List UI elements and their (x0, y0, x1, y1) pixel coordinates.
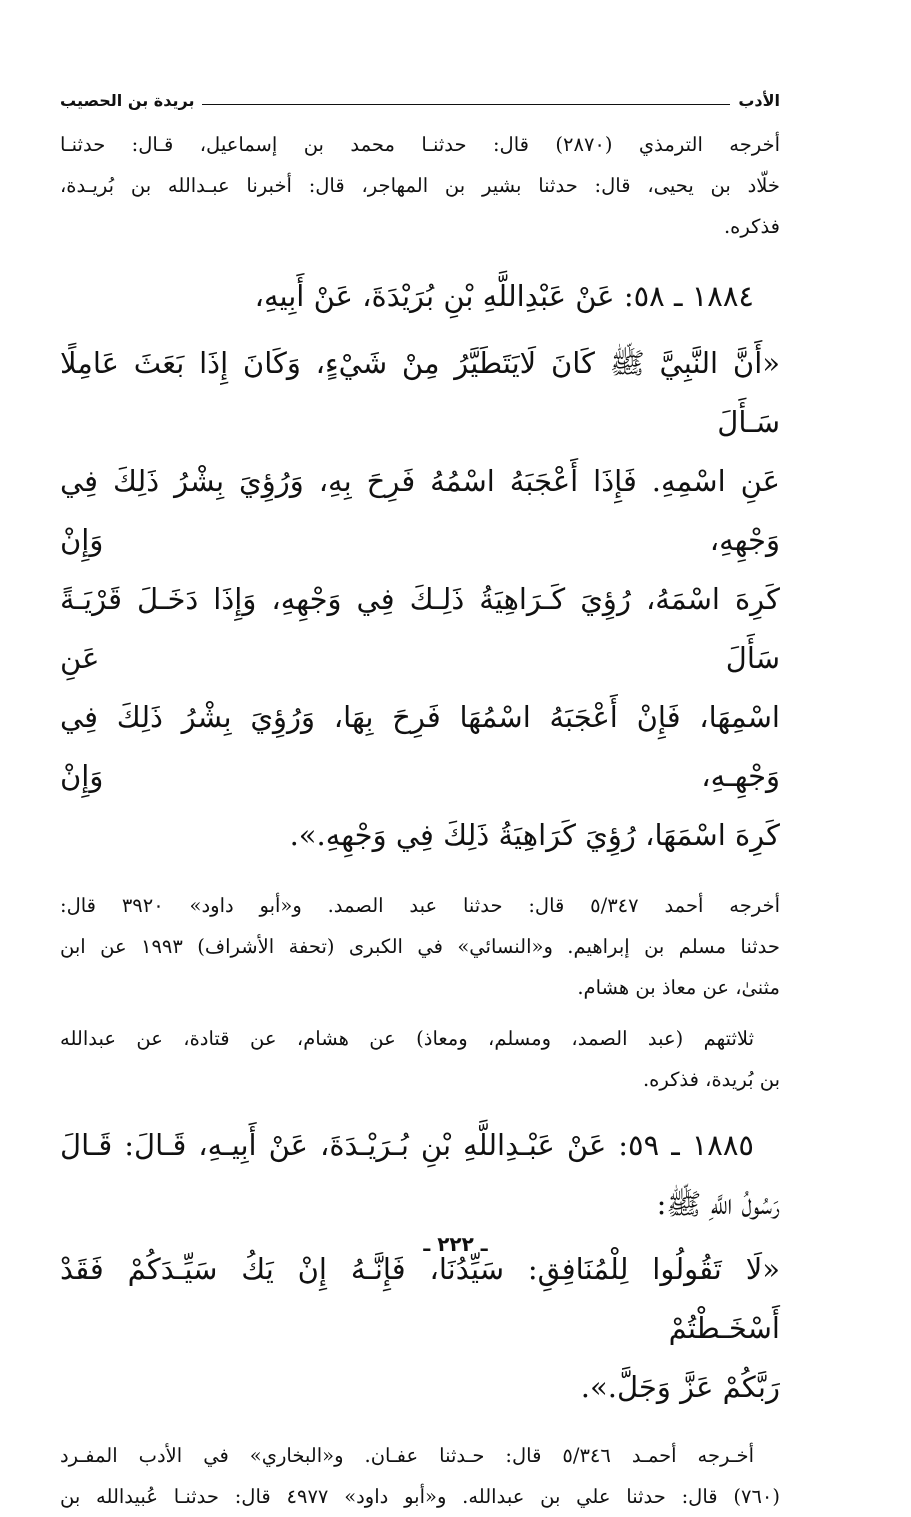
text-line: (٧٦٠) قال: حدثنا علي بن عبدالله. و«أبو داود» ٤٩٧٧ قال: حدثنـا عُبيدالله بن (60, 1485, 780, 1508)
hadith-line: «لَا تَقُولُوا لِلْمُنَافِقِ: سَيِّدُنَا، فَإِنَّـهُ إِنْ يَكُ سَيِّـدَكُمْ فَقَدْ أَسْخَـطْتُمْ (60, 1252, 780, 1345)
hadith-1884-text (60, 334, 780, 865)
hadith-line: عَنِ اسْمِهِ. فَإِذَا أَعْجَبَهُ اسْمُهُ فَرِحَ بِهِ، وَرُؤِيَ بِشْرُ ذَلِكَ فِي وَجْهِهِ، وَإِنْ (60, 464, 780, 557)
hadith-line: كَرِهَ اسْمَهُ، رُؤِيَ كَـرَاهِيَةُ ذَلِـكَ فِي وَجْهِهِ، وَإِذَا دَخَـلَ قَرْيَـةً سَأَلَ عَنِ (60, 582, 780, 675)
text-line: خلّاد بن يحيى، قال: حدثنا بشير بن المهاجر، قال: أخبرنا عبـدالله بن بُريـدة، (60, 174, 780, 197)
header-chapter: الأدب (738, 91, 780, 110)
hadith-line: كَرِهَ اسْمَهَا، رُؤِيَ كَرَاهِيَةُ ذَلِكَ فِي وَجْهِهِ.». (289, 818, 780, 852)
text-line: حدثنا مسلم بن إبراهيم. و«النسائي» في الكبرى (تحفة الأشراف) ١٩٩٣ عن ابن (60, 935, 780, 958)
hadith-1885 (60, 1116, 780, 1234)
takhrij-paragraph-4 (60, 1435, 780, 1517)
header-section: بريدة بن الحصيب (60, 91, 195, 110)
hadith-line: «أَنَّ النَّبِيَّ ﷺ كَانَ لَايَتَطَيَّرُ مِنْ شَيْءٍ، وَكَانَ إِذَا بَعَثَ عَامِلًا سَـأَلَ (60, 346, 780, 439)
takhrij-paragraph-2 (60, 885, 780, 1008)
takhrij-paragraph-3 (60, 1018, 780, 1100)
page-body (60, 88, 780, 1517)
text-line: أخـرجه أحمـد ٥/٣٤٦ قال: حـدثنا عفـان. و«البخاري» في الأدب المفـرد (60, 1444, 755, 1467)
takhrij-paragraph-1 (60, 124, 780, 247)
hadith-heading: رَسُولُ اللَّهِ ﷺ: (656, 1187, 780, 1221)
text-line: أخرجه أحمد ٥/٣٤٧ قال: حدثنا عبد الصمد. و«أبو داود» ٣٩٢٠ قال: (60, 894, 780, 917)
header-rule (202, 104, 730, 105)
text-line: أخرجه الترمذي (٢٨٧٠) قال: حدثنـا محمد بن إسماعيل، قـال: حدثنـا (60, 133, 780, 156)
hadith-1885-text (60, 1240, 780, 1417)
hadith-1884 (60, 267, 780, 326)
running-header (60, 88, 780, 110)
hadith-heading: ١٨٨٤ ـ ٥٨: عَنْ عَبْدِاللَّهِ بْنِ بُرَيْدَةَ، عَنْ أَبِيهِ، (254, 279, 754, 313)
text-line: بن بُريدة، فذكره. (642, 1068, 780, 1091)
hadith-line: اسْمِهَا، فَإِنْ أَعْجَبَهُ اسْمُهَا فَرِحَ بِهَا، وَرُؤِيَ بِشْرُ ذَلِكَ فِي وَجْهِـهِ، وَإِنْ (60, 700, 780, 793)
hadith-heading: ١٨٨٥ ـ ٥٩: عَنْ عَبْـدِاللَّهِ بْنِ بُـرَيْـدَةَ، عَنْ أَبِيـهِ، قَـالَ: قَـالَ (60, 1128, 755, 1162)
text-line: ثلاثتهم (عبد الصمد، ومسلم، ومعاذ) عن هشام، عن قتادة، عن عبدالله (60, 1027, 754, 1050)
text-line: مثنىٰ، عن معاذ بن هشام. (577, 976, 780, 999)
text-line: فذكره. (723, 215, 780, 238)
page-number: ـ ٢٢٢ ـ (423, 1232, 488, 1256)
hadith-line: رَبَّكُمْ عَزَّ وَجَلَّ.». (580, 1370, 780, 1404)
